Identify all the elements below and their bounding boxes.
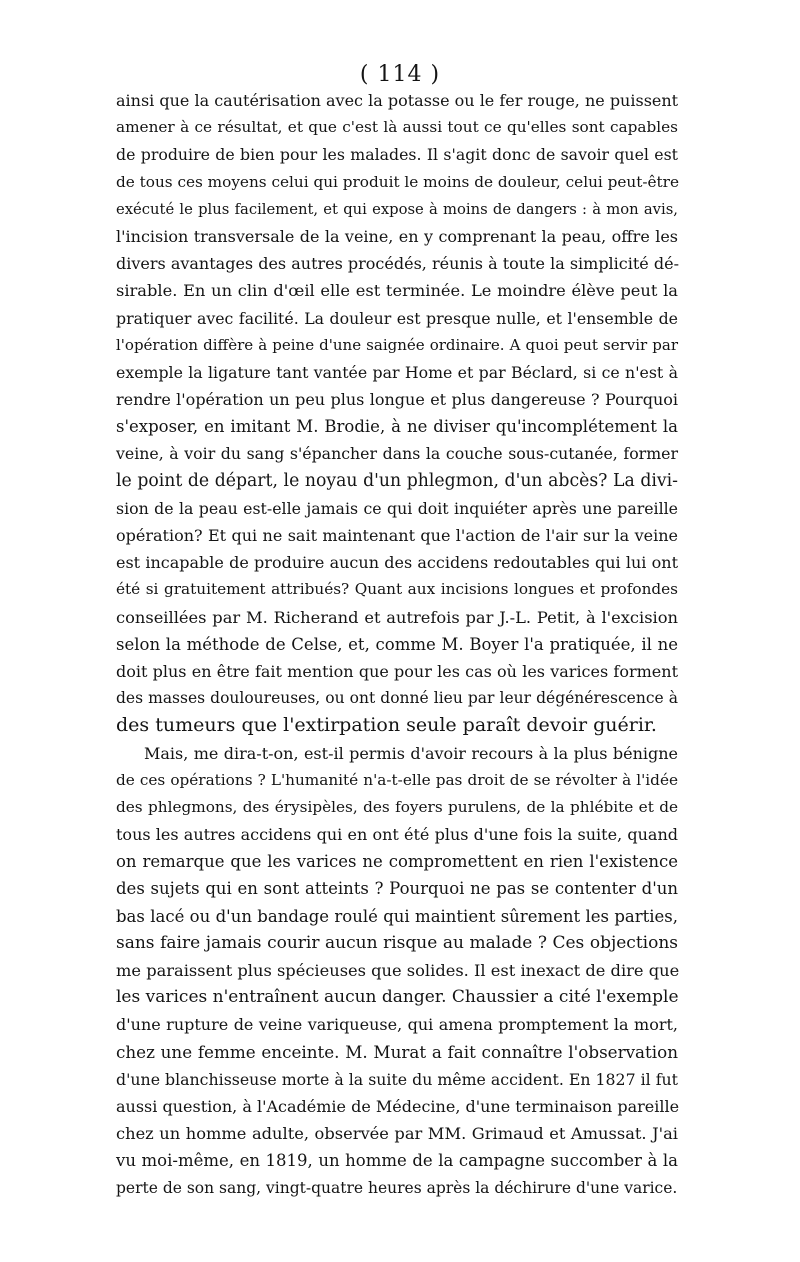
text-line: sans faire jamais courir aucun risque au malade ? Ces objections	[116, 932, 678, 953]
text-line: amener à ce résultat, et que c'est là aussi tout ce qu'elles sont capables	[116, 118, 678, 137]
text-line: d'une rupture de veine variqueuse, qui amena promptement la mort,	[116, 1015, 678, 1035]
text-line: chez un homme adulte, observée par MM. Grimaud et Amussat. J'ai	[116, 1124, 678, 1144]
text-line: conseillées par M. Richerand et autrefois par J.-L. Petit, à l'excision	[116, 607, 678, 627]
text-line: est incapable de produire aucun des accidens redoutables qui lui ont	[116, 553, 678, 573]
text-line: me paraissent plus spécieuses que solides. Il est inexact de dire que	[116, 961, 680, 980]
text-line: vu moi-même, en 1819, un homme de la campagne succomber à la	[116, 1151, 678, 1171]
text-line: selon la méthode de Celse, et, comme M. Boyer l'a pratiquée, il ne	[116, 634, 678, 654]
text-line: divers avantages des autres procédés, réunis à toute la simplicité dé-	[116, 254, 679, 274]
text-line: on remarque que les varices ne compromettent en rien l'existence	[116, 852, 678, 872]
text-line: de tous ces moyens celui qui produit le moins de douleur, celui peut-être	[116, 172, 679, 191]
page-number: ( 114 )	[359, 62, 441, 87]
paragraph	[116, 740, 678, 1202]
text-line: tous les autres accidens qui en ont été plus d'une fois la suite, quand	[116, 825, 678, 845]
text-line: veine, à voir du sang s'épancher dans la couche sous-cutanée, former	[116, 444, 678, 464]
text-line: l'opération diffère à peine d'une saignée ordinaire. A quoi peut servir par	[116, 335, 678, 354]
text-line: des masses douloureuses, ou ont donné lieu par leur dégénérescence à	[116, 689, 678, 708]
text-line: des sujets qui en sont atteints ? Pourquoi ne pas se contenter d'un	[116, 879, 678, 899]
text-line: l'incision transversale de la veine, en y comprenant la peau, offre les	[116, 226, 678, 246]
text-line: exécuté le plus facilement, et qui expose à moins de dangers : à mon avis,	[116, 200, 678, 218]
text-line: perte de son sang, vingt-quatre heures après la déchirure d'une varice.	[116, 1178, 678, 1197]
text-line: exemple la ligature tant vantée par Home et par Béclard, si ce n'est à	[116, 362, 678, 382]
text-line: de produire de bien pour les malades. Il s'agit donc de savoir quel est	[116, 145, 678, 165]
text-line: chez une femme enceinte. M. Murat a fait connaître l'observation	[116, 1041, 678, 1062]
text-line: des phlegmons, des érysipèles, des foyers purulens, de la phlébite et de	[116, 797, 678, 816]
text-line: doit plus en être fait mention que pour les cas où les varices forment	[116, 661, 678, 681]
text-line: sirable. En un clin d'œil elle est terminée. Le moindre élève peut la	[116, 281, 678, 301]
text-line: ainsi que la cautérisation avec la potasse ou le fer rouge, ne puissent	[116, 91, 679, 110]
text-line: d'une blanchisseuse morte à la suite du même accident. En 1827 il fut	[116, 1069, 678, 1089]
text-line: Mais, me dira-t-on, est-il permis d'avoir recours à la plus bénigne	[144, 743, 678, 763]
text-line: rendre l'opération un peu plus longue et plus dangereuse ? Pourquoi	[116, 390, 678, 410]
text-line: les varices n'entraînent aucun danger. Chaussier a cité l'exemple	[116, 987, 679, 1008]
text-line: été si gratuitement attribués? Quant aux incisions longues et profondes	[116, 580, 678, 599]
text-line: des tumeurs que l'extirpation seule paraît devoir guérir.	[116, 714, 657, 737]
text-line: bas lacé ou d'un bandage roulé qui maintient sûrement les parties,	[116, 906, 678, 926]
text-line: opération? Et qui ne sait maintenant que l'action de l'air sur la veine	[116, 526, 678, 545]
text-line: aussi question, à l'Académie de Médecine, d'une terminaison pareille	[116, 1096, 680, 1116]
paragraph	[116, 87, 678, 740]
text-line: s'exposer, en imitant M. Brodie, à ne diviser qu'incomplétement la	[116, 417, 678, 437]
text-line: pratiquer avec facilité. La douleur est presque nulle, et l'ensemble de	[116, 308, 678, 328]
body-text	[116, 87, 678, 1202]
text-line: sion de la peau est-elle jamais ce qui doit inquiéter après une pareille	[116, 498, 678, 518]
text-line: de ces opérations ? L'humanité n'a-t-elle pas droit de se révolter à l'idée	[116, 770, 678, 789]
text-line: le point de départ, le noyau d'un phlegmon, d'un abcès? La divi-	[116, 470, 678, 491]
